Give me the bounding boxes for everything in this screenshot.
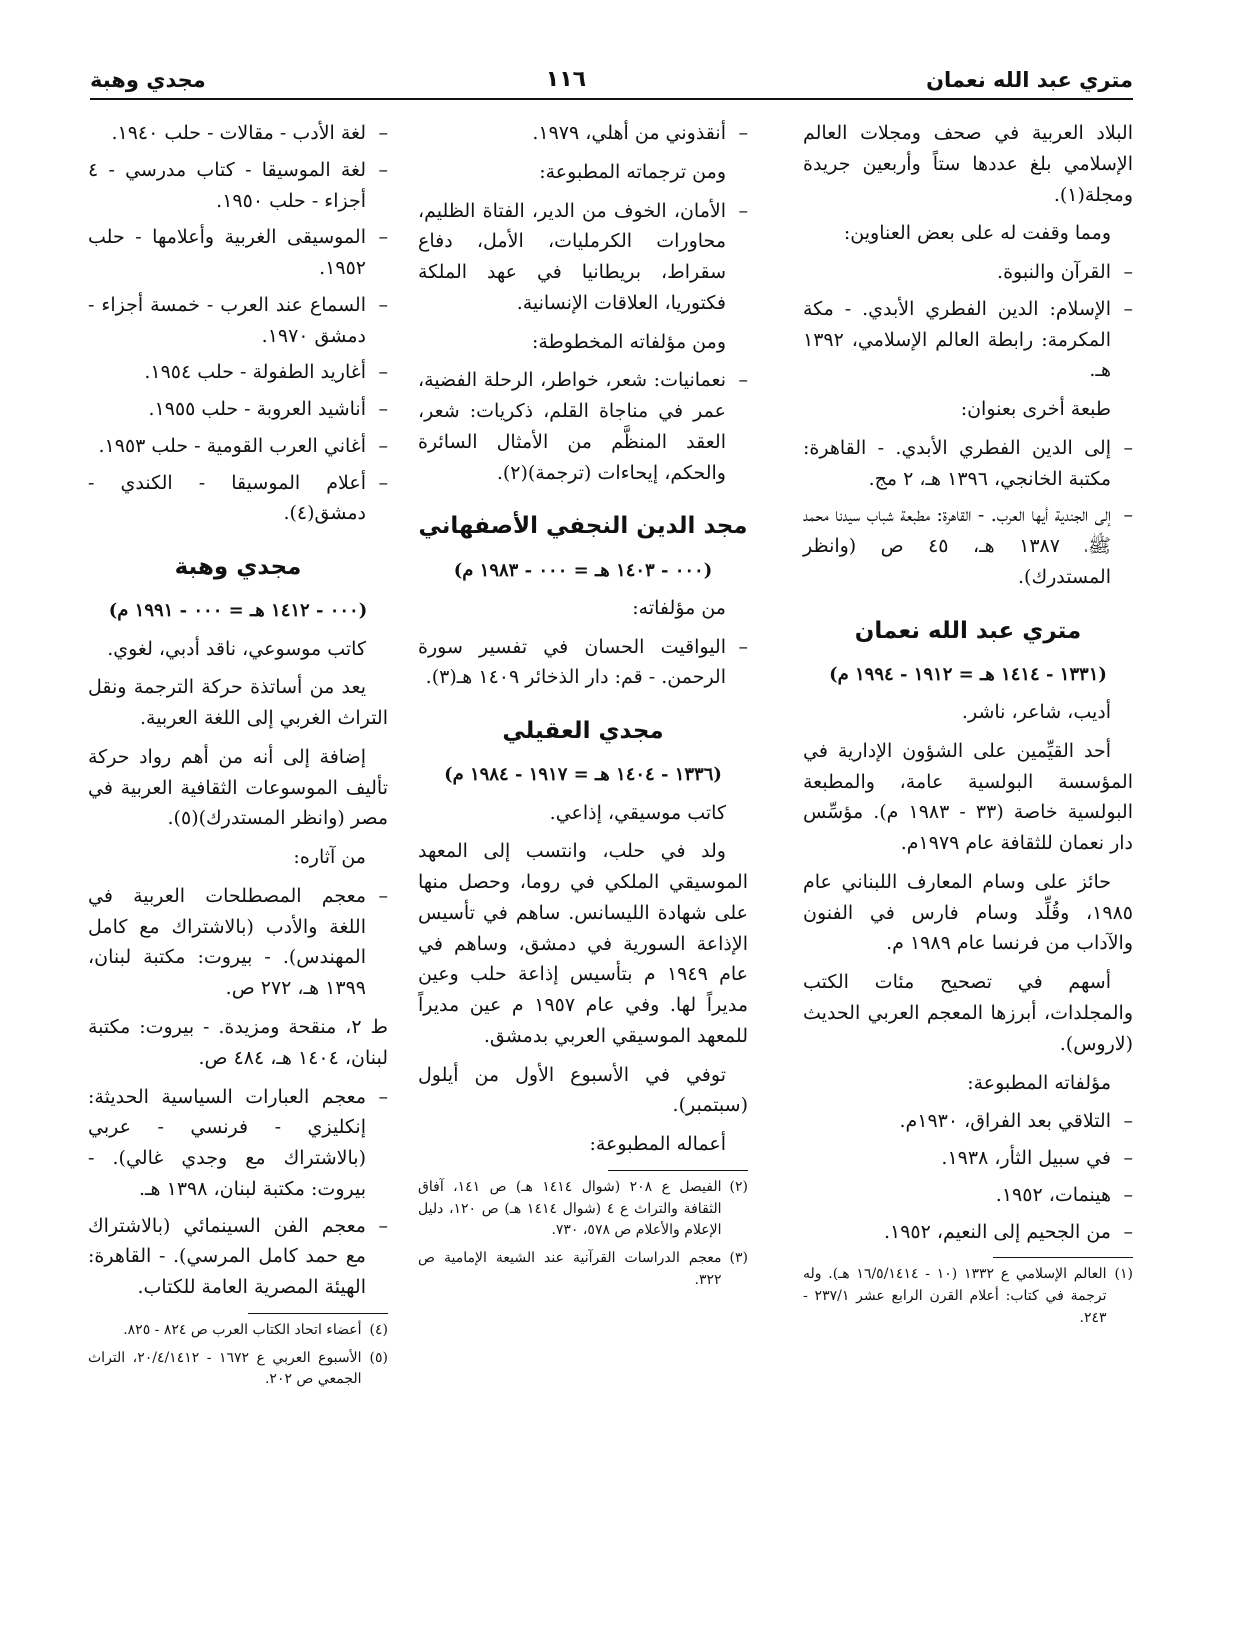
running-header: [90, 62, 1133, 100]
continued-text: البلاد العربية في صحف ومجلات العالم الإسلامي بلغ عددها ستاً وأربعين جريدة ومجلة(١).: [803, 122, 1133, 206]
entry-paragraph: يعد من أساتذة حركة الترجمة ونقل التراث الغربي إلى اللغة العربية.: [88, 676, 388, 730]
footnote-number: (٥): [369, 1349, 388, 1366]
list-item: – التلاقي بعد الفراق، ١٩٣٠م.: [803, 1106, 1133, 1137]
list-item: – الإسلام: الدين الفطري الأبدي. - مكة المكرمة: رابطة العالم الإسلامي، ١٣٩٢ هـ.: [803, 294, 1133, 386]
list-item: – السماع عند العرب - خمسة أجزاء - دمشق ١٩٧٠.: [88, 290, 388, 352]
footnote-number: (٣): [729, 1250, 748, 1267]
footnote-text: معجم الدراسات القرآنية عند الشيعة الإمامية ص ٣٢٢.: [418, 1250, 722, 1288]
other-titles-list: [803, 433, 1133, 593]
footnote: [418, 1177, 748, 1242]
list-item: – أناشيد العروبة - حلب ١٩٥٥.: [88, 394, 388, 425]
other-edition-label: طبعة أخرى بعنوان:: [960, 398, 1111, 421]
list-item: – الموسيقى الغربية وأعلامها - حلب ١٩٥٢.: [88, 222, 388, 284]
list-item: – الأمان، الخوف من الدير، الفتاة الظليم، محاورات الكرمليات، الأمل، دفاع سقراط، بريطانيا في عهد الملكة فكتوريا، العلاقات الإنسانية.: [418, 196, 748, 319]
footnote-separator: [993, 1257, 1133, 1258]
footnote-text: الفيصل ع ٢٠٨ (شوال ١٤١٤ هـ) ص ١٤١، آفاق الثقافة والتراث ع ٤ (شوال ١٤١٤ هـ) ص ١٢٠، دليل الإعلام والأعلام ص ٥٧٨، ٧٣٠.: [418, 1178, 722, 1239]
list-item: – نعمانيات: شعر، خواطر، الرحلة الفضية، عمر في مناجاة القلم، ذكريات: شعر، العقد المنظَّم من الأمثال السائرة والحكم، إيحاءات (ترجمة)(٢).: [418, 365, 748, 488]
entry-paragraph: حائز على وسام المعارف اللبناني عام ١٩٨٥، وقُلِّد وسام فارس في الفنون والآداب من فرنسا عام ١٩٨٩ م.: [803, 870, 1133, 955]
footnote-text: أعضاء اتحاد الكتاب العرب ص ٨٢٤ - ٨٢٥.: [123, 1321, 362, 1338]
entry-dates: (٠٠٠ - ١٤٠٣ هـ = ٠٠٠ - ١٩٨٣ م): [453, 559, 713, 581]
footnote-number: (٤): [369, 1321, 388, 1338]
works-heading: من آثاره:: [293, 846, 366, 869]
list-item: – هينمات، ١٩٥٢.: [803, 1180, 1133, 1211]
list-item: – أنقذوني من أهلي، ١٩٧٩.: [418, 118, 748, 149]
list-item: – من الجحيم إلى النعيم، ١٩٥٢.: [803, 1217, 1133, 1248]
left-running-head: مجدي وهبة: [90, 68, 206, 92]
entry-dates: (٠٠٠ - ١٤١٢ هـ = ٠٠٠ - ١٩٩١ م): [108, 600, 368, 622]
entry-heading: مجد الدين النجفي الأصفهاني: [418, 513, 748, 540]
entry-paragraph: أحد القيِّمين على الشؤون الإدارية في المؤسسة البولسية عامة، والمطبعة البولسية خاصة (٣٣ - ١٩٨٣ م). مؤسِّس دار نعمان للثقافة عام ١٩٧٩م.: [803, 739, 1133, 855]
list-item: – أغاني العرب القومية - حلب ١٩٥٣.: [88, 431, 388, 462]
works-heading: مؤلفاته المطبوعة:: [967, 1071, 1111, 1094]
list-item: – إلى الدين الفطري الأبدي. - القاهرة: مكتبة الخانجي، ١٣٩٦ هـ، ٢ مج.: [803, 433, 1133, 495]
footnote: [88, 1348, 388, 1391]
list-item: – أغاريد الطفولة - حلب ١٩٥٤.: [88, 357, 388, 388]
entry-paragraph: كاتب موسوعي، ناقد أدبي، لغوي.: [107, 637, 366, 660]
continued-list: [418, 118, 748, 149]
column-left: [88, 118, 388, 1397]
works-list: [88, 1082, 388, 1303]
works-list: [88, 881, 388, 1004]
works-heading: من مؤلفاته:: [632, 596, 726, 619]
list-item: – معجم الفن السينمائي (بالاشتراك مع حمد كامل المرسي). - القاهرة: الهيئة المصرية العامة للكتاب.: [88, 1211, 388, 1303]
list-item: – اليواقيت الحسان في تفسير سورة الرحمن. - قم: دار الذخائر ١٤٠٩ هـ(٣).: [418, 632, 748, 694]
footnote-separator: [248, 1313, 388, 1314]
works-list: [88, 118, 388, 529]
footnote: [88, 1320, 388, 1342]
translations-list: [418, 196, 748, 319]
page-number: ١١٦: [545, 67, 587, 92]
works-list: [803, 1106, 1133, 1247]
entry-paragraph: أديب، شاعر، ناشر.: [961, 701, 1111, 724]
edition-note: ط ٢، منقحة ومزيدة. - بيروت: مكتبة لبنان، ١٤٠٤ هـ، ٤٨٤ ص.: [88, 1016, 388, 1069]
list-item: – معجم العبارات السياسية الحديثة: إنكليزي - فرنسي - عربي (بالاشتراك مع وجدي غالي). - بيروت: مكتبة لبنان، ١٣٩٨ هـ.: [88, 1082, 388, 1205]
footnote: [418, 1248, 748, 1291]
manuscripts-heading: ومن مؤلفاته المخطوطة:: [532, 330, 726, 353]
list-item: – في سبيل الثأر، ١٩٣٨.: [803, 1143, 1133, 1174]
list-item: – القرآن والنبوة.: [803, 257, 1133, 288]
right-running-head: متري عبد الله نعمان: [926, 68, 1133, 92]
list-item: – إلى الجندية أيها العرب. - القاهرة: مطبعة شباب سيدنا محمد ﷺ، ١٣٨٧ هـ، ٤٥ ص (وانظر المستدرك).: [803, 500, 1133, 592]
list-item: – أعلام الموسيقا - الكندي - دمشق(٤).: [88, 468, 388, 530]
translations-heading: ومن ترجماته المطبوعة:: [539, 160, 726, 183]
entry-heading: مجدي العقيلي: [502, 718, 664, 745]
titles-list: [803, 257, 1133, 386]
manuscripts-list: [418, 365, 748, 488]
footnote-number: (٢): [729, 1178, 748, 1195]
list-item: – معجم المصطلحات العربية في اللغة والأدب (بالاشتراك مع كامل المهندس). - بيروت: مكتبة لبنان، ١٣٩٩ هـ، ٢٧٢ ص.: [88, 881, 388, 1004]
list-item: – لغة الأدب - مقالات - حلب ١٩٤٠.: [88, 118, 388, 149]
footnote-number: (١): [1114, 1266, 1133, 1283]
column-right: [803, 118, 1133, 1335]
entry-heading: مجدي وهبة: [174, 554, 302, 581]
titles-intro: ومما وقفت له على بعض العناوين:: [843, 222, 1111, 245]
entry-paragraph: إضافة إلى أنه من أهم رواد حركة تأليف الموسوعات الثقافية العربية في مصر (وانظر المستدرك)(٥).: [88, 745, 388, 830]
entry-heading: متري عبد الله نعمان: [854, 617, 1082, 644]
entry-paragraph: أسهم في تصحيح مئات الكتب والمجلدات، أبرزها المعجم العربي الحديث (لاروس).: [803, 971, 1133, 1055]
column-middle: [418, 118, 748, 1297]
entry-paragraph: ولد في حلب، وانتسب إلى المعهد الموسيقي الملكي في روما، وحصل منها على شهادة الليسانس. ساهم في تأسيس الإذاعة السورية في دمشق، وساهم في عام ١٩٤٩ م بتأسيس إذاعة حلب وعين مديراً لها. وفي عام ١٩٥٧ م عين مديراً للمعهد الموسيقي العربي بدمشق.: [418, 840, 748, 1047]
works-heading: أعماله المطبوعة:: [589, 1133, 726, 1156]
footnote-text: العالم الإسلامي ع ١٣٣٢ (١٠ - ١٦/٥/١٤١٤ هـ). وله ترجمة في كتاب: أعلام القرن الرابع عشر ٢٣٧/١ - ٢٤٣.: [803, 1266, 1107, 1326]
works-list: [418, 632, 748, 694]
footnote-text: الأسبوع العربي ع ١٦٧٢ - ٢٠/٤/١٤١٢، التراث الجمعي ص ٢٠٢.: [88, 1349, 362, 1388]
entry-paragraph: توفي في الأسبوع الأول من أيلول (سبتمبر).: [418, 1063, 748, 1117]
entry-dates: (١٣٣١ - ١٤١٤ هـ = ١٩١٢ - ١٩٩٤ م): [829, 663, 1107, 685]
footnote: [803, 1264, 1133, 1329]
entry-dates: (١٣٣٦ - ١٤٠٤ هـ = ١٩١٧ - ١٩٨٤ م): [444, 764, 722, 786]
entry-paragraph: كاتب موسيقي، إذاعي.: [549, 801, 726, 824]
list-item: – لغة الموسيقا - كتاب مدرسي - ٤ أجزاء - حلب ١٩٥٠.: [88, 155, 388, 217]
footnote-separator: [608, 1170, 748, 1171]
